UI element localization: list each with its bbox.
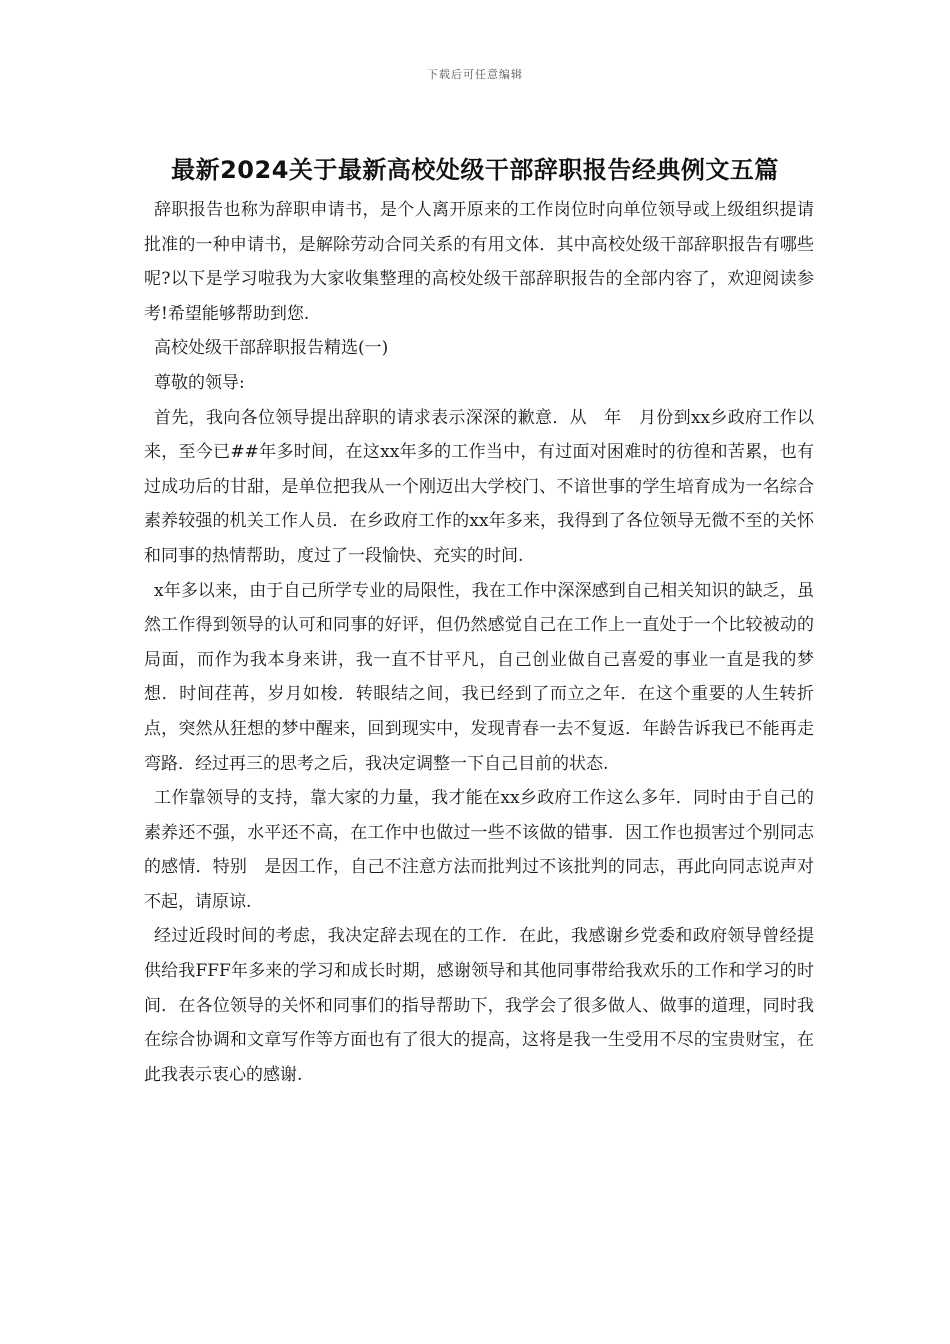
salutation: 尊敬的领导: — [154, 372, 245, 393]
body-paragraph-3: 工作靠领导的支持，靠大家的力量，我才能在xx乡政府工作这么多年．同时由于自己的素养还不强，水平还不高，在工作中也做过一些不该做的错事．因工作也损害过个别同志的感情．特别 是因工作，自己不注意方法而批判过不该批判的同志，再此向同志说声对不起，请原谅. — [144, 788, 814, 912]
document-title: 最新2024关于最新高校处级干部辞职报告经典例文五篇 — [171, 156, 779, 184]
intro-paragraph: 辞职报告也称为辞职申请书，是个人离开原来的工作岗位时向单位领导或上级组织提请批准的一种申请书，是解除劳动合同关系的有用文体．其中高校处级干部辞职报告有哪些呢?以下是学习啦我为大家收集整理的高校处级干部辞职报告的全部内容了，欢迎阅读参考!希望能够帮助到您. — [144, 200, 814, 324]
body-paragraph-4: 经过近段时间的考虑，我决定辞去现在的工作．在此，我感谢乡党委和政府领导曾经提供给我FFF年多来的学习和成长时期，感谢领导和其他同事带给我欢乐的工作和学习的时间．在各位领导的关怀和同事们的指导帮助下，我学会了很多做人、做事的道理，同时我在综合协调和文章写作等方面也有了很大的提高，这将是我一生受用不尽的宝贵财宝，在此我表示衷心的感谢. — [144, 926, 814, 1085]
document-body — [144, 193, 814, 1092]
header-note: 下载后可任意编辑 — [427, 68, 523, 81]
body-paragraph-2: x年多以来，由于自己所学专业的局限性，我在工作中深深感到自己相关知识的缺乏，虽然工作得到领导的认可和同事的好评，但仍然感觉自己在工作上一直处于一个比较被动的局面，而作为我本身来讲，我一直不甘平凡，自己创业做自己喜爱的事业一直是我的梦想．时间荏苒，岁月如梭．转眼结之间，我已经到了而立之年．在这个重要的人生转折点，突然从狂想的梦中醒来，回到现实中，发现青春一去不复返．年龄告诉我已不能再走弯路．经过再三的思考之后，我决定调整一下自己目前的状态. — [144, 580, 814, 774]
body-paragraph-1: 首先，我向各位领导提出辞职的请求表示深深的歉意．从 年 月份到xx乡政府工作以来，至今已##年多时间，在这xx年多的工作当中，有过面对困难时的彷徨和苦累，也有过成功后的甘甜，是单位把我从一个刚迈出大学校门、不谙世事的学生培育成为一名综合素养较强的机关工作人员．在乡政府工作的xx年多来，我得到了各位领导无微不至的关怀和同事的热情帮助，度过了一段愉快、充实的时间. — [144, 407, 814, 566]
section-heading: 高校处级干部辞职报告精选(一) — [154, 338, 389, 359]
